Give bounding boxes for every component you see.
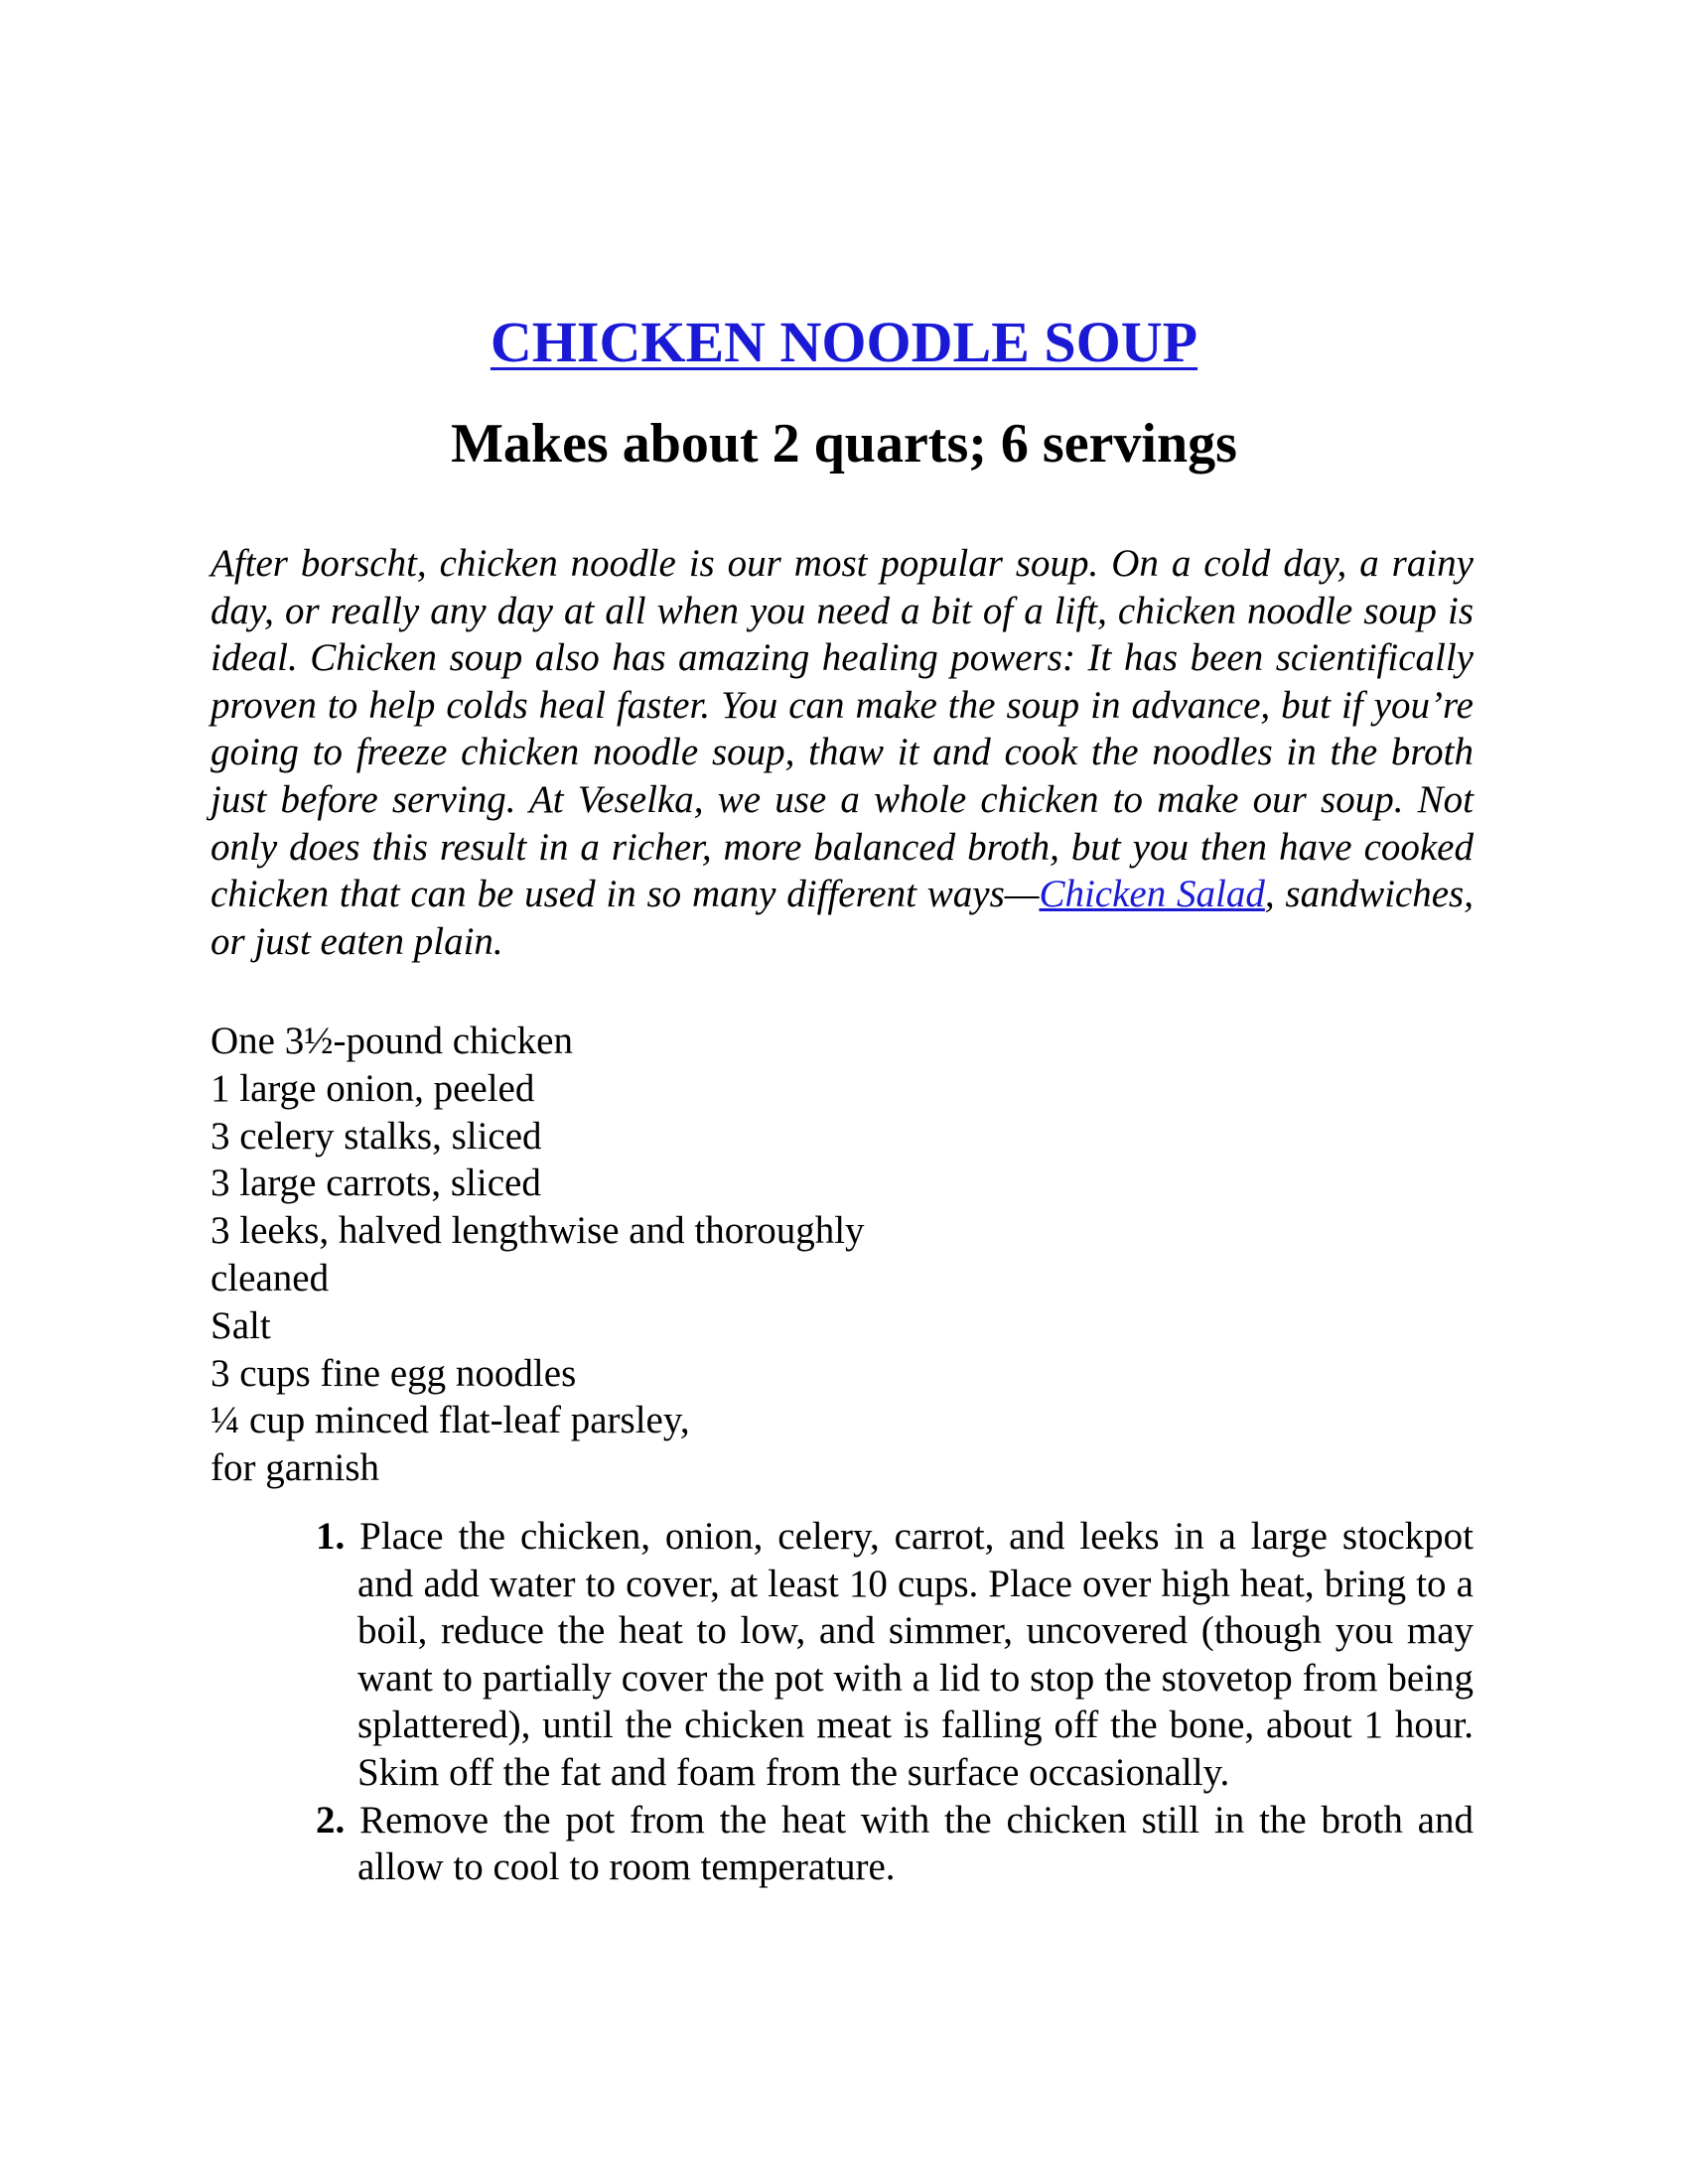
step-text: Remove the pot from the heat with the chicken still in the broth and allow to cool to room temperature.: [357, 1798, 1474, 1889]
ingredient-item: cleaned: [211, 1256, 330, 1299]
step-number: 2.: [316, 1798, 346, 1842]
ingredient-item: Salt: [211, 1303, 271, 1347]
instruction-steps: [316, 1513, 1474, 1891]
ingredient-item: 3 large carrots, sliced: [211, 1161, 541, 1205]
ingredient-item: 3 cups fine egg noodles: [211, 1351, 577, 1395]
recipe-intro: [211, 540, 1474, 965]
step-text: Place the chicken, onion, celery, carrot, and leeks in a large stockpot and add water to cover, at least 10 cups. Place over high heat, bring to a boil, reduce the heat to low, and simmer, uncovered (though you may want to partially cover the pot with a lid to stop the stovetop from being splattered), until the chicken meat is falling off the bone, about 1 hour. Skim off the fat and foam from the surface occasionally.: [357, 1515, 1475, 1794]
chicken-salad-link[interactable]: Chicken Salad: [1039, 873, 1265, 916]
intro-text-end: , sandwiches, or just eaten plain.: [211, 873, 1474, 963]
recipe-title-link[interactable]: CHICKEN NOODLE SOUP: [490, 310, 1198, 374]
ingredient-item: 1 large onion, peeled: [211, 1066, 535, 1110]
intro-text: After borscht, chicken noodle is our most popular soup. On a cold day, a rainy day, or really any day at all when you need a bit of a lift, chicken noodle soup is ideal. Chicken soup also has amazing healing powers: It has been scientifically proven to help colds heal faster. You can make the soup in advance, but if you’re going to freeze chicken noodle soup, thaw it and cook the noodles in the broth just before serving. At Veselka, we use a whole chicken to make our soup. Not only does this result in a richer, more balanced broth, but you then have cooked chicken that can be used in so many different ways—: [211, 542, 1474, 916]
ingredient-item: 3 leeks, halved lengthwise and thoroughly: [211, 1209, 865, 1253]
instruction-step: [316, 1513, 1474, 1797]
instruction-step: [316, 1797, 1474, 1891]
ingredient-item: for garnish: [211, 1446, 380, 1490]
step-number: 1.: [316, 1515, 346, 1558]
ingredient-item: 3 celery stalks, sliced: [211, 1114, 542, 1158]
ingredient-list: [211, 1018, 965, 1492]
ingredient-item: ¼ cup minced flat-leaf parsley,: [211, 1399, 690, 1442]
ingredient-item: One 3½-pound chicken: [211, 1020, 573, 1062]
recipe-yield: Makes about 2 quarts; 6 servings: [451, 413, 1237, 475]
recipe-title: [0, 308, 1688, 377]
